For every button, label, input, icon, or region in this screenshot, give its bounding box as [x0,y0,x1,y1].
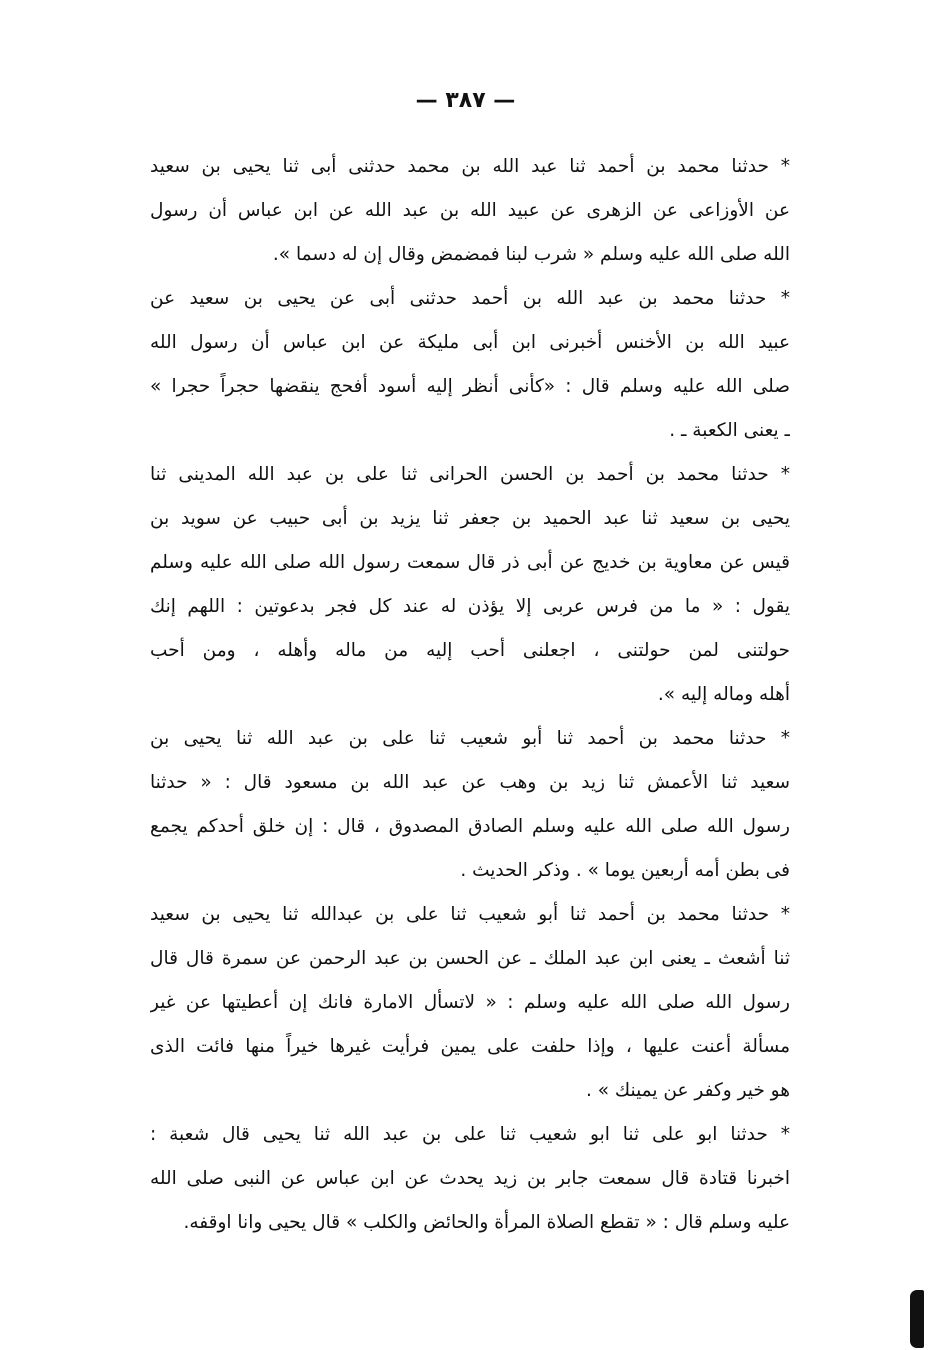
text-line: يقول : « ما من فرس عربى إلا يؤذن له عند كل فجر بدعوتين : اللهم إنك [150,596,790,617]
text-line: أهله وماله إليه ». [657,684,790,705]
scan-edge-mark [910,1290,924,1348]
text-line: مسألة أعنت عليها ، وإذا حلفت على يمين فرأيت غيرها خيراً منها فائت الذى [150,1036,790,1057]
page-number: — ٣٨٧ — [415,88,516,113]
text-line: سعيد ثنا الأعمش ثنا زيد بن وهب عن عبد الله بن مسعود قال : « حدثنا [150,772,790,793]
text-line: ثنا أشعث ـ يعنى ابن عبد الملك ـ عن الحسن بن عبد الرحمن عن سمرة قال قال [150,948,790,969]
text-line: * حدثنا محمد بن أحمد ثنا أبو شعيب ثنا على بن عبدالله ثنا يحيى بن سعيد [150,904,790,925]
text-line: الله صلى الله عليه وسلم « شرب لبنا فمضمض وقال إن له دسما ». [272,244,790,265]
hadith-text-body [150,145,790,1245]
text-line: حولتنى لمن حولتنى ، اجعلنى أحب إليه من ماله وأهله ، ومن أحب [150,640,790,661]
hadith-paragraph [150,717,790,893]
text-line: هو خير وكفر عن يمينك » . [585,1080,790,1101]
hadith-paragraph [150,277,790,453]
text-line: صلى الله عليه وسلم قال : «كأنى أنظر إليه أسود أفحج ينقضها حجراً حجرا » [150,376,790,397]
text-line: فى بطن أمه أربعين يوما » . وذكر الحديث . [460,860,790,881]
text-line: * حدثنا ابو على ثنا ابو شعيب ثنا على بن عبد الله ثنا يحيى قال شعبة : [150,1124,790,1145]
text-line: ـ يعنى الكعبة ـ . [669,420,790,441]
text-line: اخبرنا قتادة قال سمعت جابر بن زيد يحدث عن ابن عباس عن النبى صلى الله [150,1168,790,1189]
text-line: * حدثنا محمد بن أحمد ثنا أبو شعيب ثنا على بن عبد الله ثنا يحيى بن [150,728,790,749]
text-line: * حدثنا محمد بن أحمد بن الحسن الحرانى ثنا على بن عبد الله المدينى ثنا [150,464,790,485]
hadith-paragraph [150,145,790,277]
text-line: قيس عن معاوية بن خديج عن أبى ذر قال سمعت رسول الله صلى الله عليه وسلم [150,552,790,573]
text-line: * حدثنا محمد بن أحمد ثنا عبد الله بن محمد حدثنى أبى ثنا يحيى بن سعيد [150,156,790,177]
text-line: رسول الله صلى الله عليه وسلم : « لاتسأل الامارة فانك إن أعطيتها عن غير [150,992,790,1013]
text-line: يحيى بن سعيد ثنا عبد الحميد بن جعفر ثنا يزيد بن أبى حبيب عن سويد بن [150,508,790,529]
text-line: عبيد الله بن الأخنس أخبرنى ابن أبى مليكة عن ابن عباس أن رسول الله [150,332,790,353]
text-line: عن الأوزاعى عن الزهرى عن عبيد الله بن عبد الله عن ابن عباس أن رسول [150,200,790,221]
hadith-paragraph [150,893,790,1113]
text-line: * حدثنا محمد بن عبد الله بن أحمد حدثنى أبى عن يحيى بن سعيد عن [150,288,790,309]
hadith-paragraph [150,453,790,717]
text-line: عليه وسلم قال : « تقطع الصلاة المرأة والحائض والكلب » قال يحيى وانا اوقفه. [183,1212,790,1233]
hadith-paragraph [150,1113,790,1245]
text-line: رسول الله صلى الله عليه وسلم الصادق المصدوق ، قال : إن خلق أحدكم يجمع [150,816,790,837]
